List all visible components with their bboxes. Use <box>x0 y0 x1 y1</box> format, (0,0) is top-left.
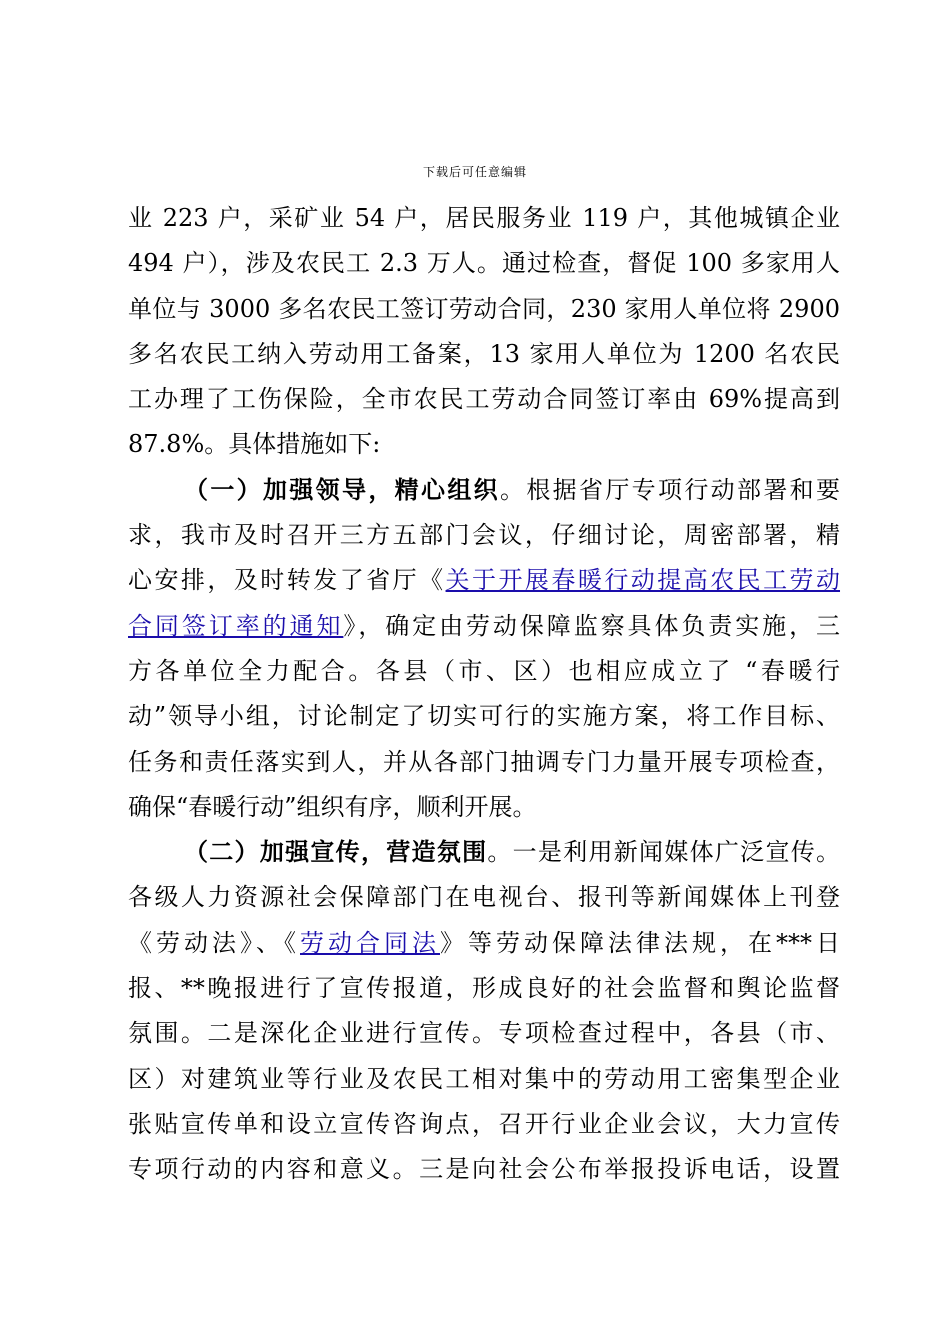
text-line: 氛围。二是深化企业进行宣传。专项检查过程中，各县（市、 <box>128 1019 840 1048</box>
text-segment: 。根据省厅专项行动部署和要 <box>500 475 840 504</box>
text-line: 区）对建筑业等行业及农民工相对集中的劳动用工密集型企业 <box>128 1064 840 1093</box>
section-heading-2: （二）加强宣传，营造氛围 <box>184 838 488 867</box>
paragraph-1-first-line <box>128 468 840 513</box>
notice-link-continued[interactable]: 合同签订率的通知 <box>128 611 344 640</box>
text-line: 动”领导小组，讨论制定了切实可行的实施方案，将工作目标、 <box>128 702 840 731</box>
text-segment: 》，确定由劳动保障监察具体负责实施，三 <box>343 611 841 640</box>
text-segment: 心安排，及时转发了省厅《 <box>128 566 446 595</box>
text-segment: 》等劳动保障法律法规，在***日 <box>440 928 840 957</box>
labor-contract-law-link[interactable]: 劳动合同法 <box>300 928 440 957</box>
paragraph-2-first-line <box>128 830 840 875</box>
text-line: 确保“春暖行动”组织有序，顺利开展。 <box>128 792 537 821</box>
text-segment: 《劳动法》、《 <box>128 928 300 957</box>
text-line <box>128 921 840 966</box>
text-line: 报、**晚报进行了宣传报道，形成良好的社会监督和舆论监督 <box>128 974 840 1003</box>
text-line: 任务和责任落实到人，并从各部门抽调专门力量开展专项检查， <box>128 747 840 776</box>
text-line: 方各单位全力配合。各县（市、区）也相应成立了 “春暖行 <box>128 656 840 685</box>
text-line: 87.8%。具体措施如下: <box>128 430 381 459</box>
text-line: 求，我市及时召开三方五部门会议，仔细讨论，周密部署，精 <box>128 521 840 550</box>
text-line <box>128 558 840 603</box>
document-body <box>128 196 840 1193</box>
text-line: 单位与 3000 多名农民工签订劳动合同，230 家用人单位将 2900 <box>128 294 840 323</box>
text-segment: 。一是利用新闻媒体广泛宣传。 <box>487 838 840 867</box>
section-heading-1: （一）加强领导，精心组织 <box>184 475 500 504</box>
text-line: 业 223 户，采矿业 54 户，居民服务业 119 户，其他城镇企业 <box>128 204 840 232</box>
text-line: 张贴宣传单和设立宣传咨询点，召开行业企业会议，大力宣传 <box>128 1109 840 1138</box>
text-line: 各级人力资源社会保障部门在电视台、报刊等新闻媒体上刊登 <box>128 883 840 912</box>
notice-link[interactable]: 关于开展春暖行动提高农民工劳动 <box>445 566 841 595</box>
text-line: 工办理了工伤保险，全市农民工劳动合同签订率由 69%提高到 <box>128 385 840 414</box>
text-line: 多名农民工纳入劳动用工备案，13 家用人单位为 1200 名农民 <box>128 339 840 368</box>
text-line: 494 户），涉及农民工 2.3 万人。通过检查，督促 100 多家用人 <box>128 249 840 278</box>
header-note: 下载后可任意编辑 <box>422 165 527 179</box>
text-line <box>128 604 840 649</box>
text-line: 专项行动的内容和意义。三是向社会公布举报投诉电话，设置 <box>128 1155 840 1184</box>
